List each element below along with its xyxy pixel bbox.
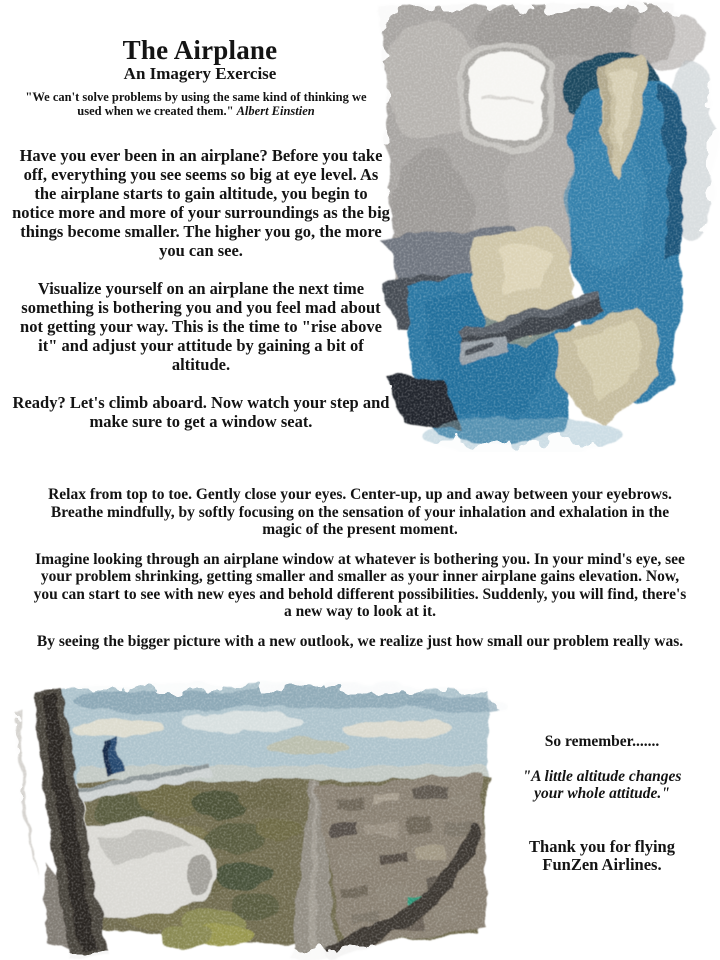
epigraph-quote: "We can't solve problems by using the same kind of thinking we used when we created them." <box>25 90 367 118</box>
exercise-section <box>30 486 690 662</box>
intro-paragraph-2: Visualize yourself on an airplane the next time something is bothering you and you feel mad about not getting your way. This is the time to "rise above it" and adjust your attitude by gaining a bit of altitude. <box>20 279 382 374</box>
epigraph <box>18 90 374 118</box>
intro-paragraph-1: Have you ever been in an airplane? Before you take off, everything you see seems so big at eye level. As the airplane starts to gain altitude, you begin to notice more and more of your surroundings as the big things become smaller. The higher you go, the more you can see. <box>12 146 390 260</box>
closing-lead: So remember....... <box>544 733 660 750</box>
seat-illustration <box>372 0 720 452</box>
exercise-paragraph-3: By seeing the bigger picture with a new outlook, we realize just how small our problem really was. <box>36 632 684 650</box>
exercise-paragraph-1: Relax from top to toe. Gently close your eyes. Center-up, up and away between your eyebrows. Breathe mindfully, by softly focusing on the sensation of your inhalation and exhalation in the magic of the present moment. <box>48 486 672 538</box>
header <box>5 36 395 83</box>
exercise-paragraph-2: Imagine looking through an airplane window at whatever is bothering you. In your mind's eye, see your problem shrinking, getting smaller and smaller as your inner airplane gains elevation. Now, you can start to see with new eyes and behold different possibilities. Suddenly, you will find, there's a new way to look at it. <box>33 550 687 620</box>
seat-illustration-canvas <box>372 0 720 452</box>
intro-paragraph-3: Ready? Let's climb aboard. Now watch your step and make sure to get a window seat. <box>12 393 390 431</box>
paint-texture <box>8 680 508 960</box>
paint-texture <box>372 0 720 452</box>
closing-section <box>497 733 707 874</box>
closing-thanks: Thank you for flying FunZen Airlines. <box>529 837 675 874</box>
page-subtitle: An Imagery Exercise <box>123 64 277 83</box>
aerial-illustration <box>8 680 508 960</box>
aerial-illustration-canvas <box>8 680 508 960</box>
page-title: The Airplane <box>122 35 278 65</box>
intro-section <box>12 146 390 450</box>
epigraph-attribution: Albert Einstien <box>236 104 315 118</box>
closing-quote: "A little altitude changes your whole attitude." <box>522 768 682 802</box>
